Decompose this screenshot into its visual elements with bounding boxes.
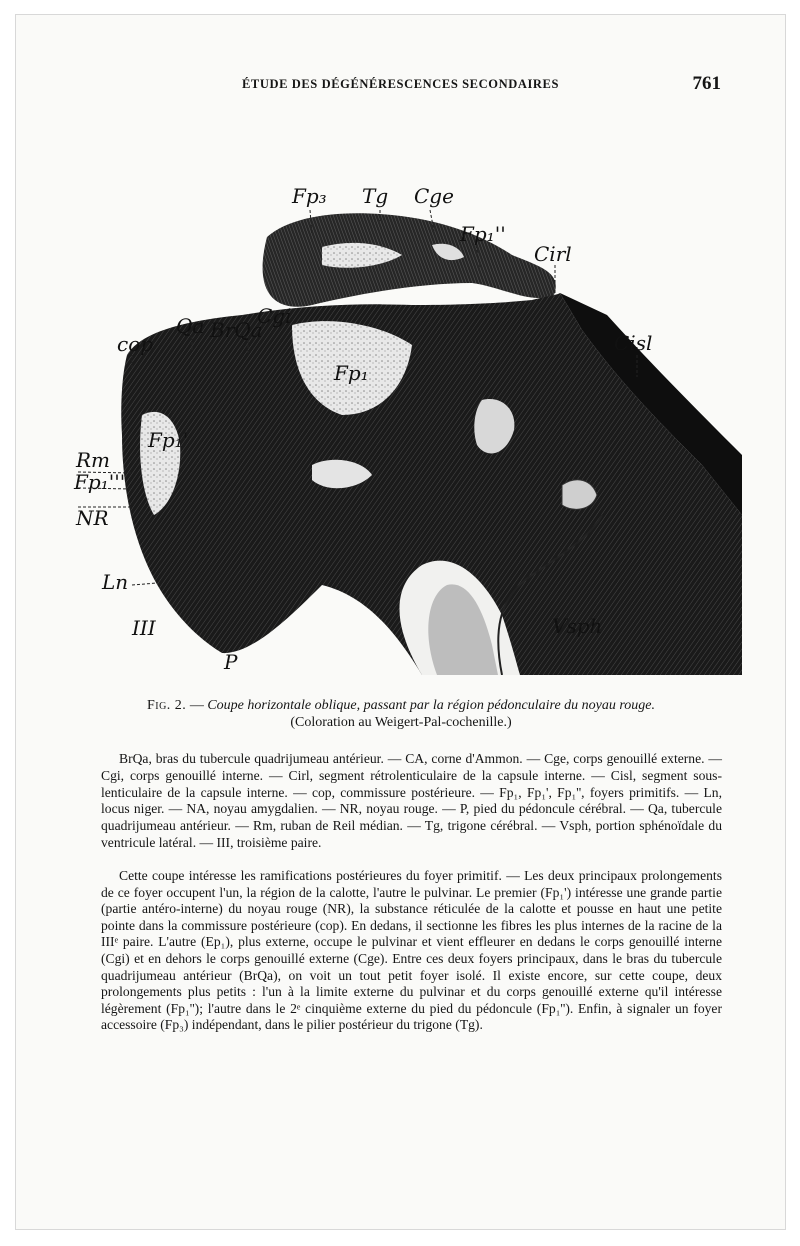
figure-caption	[76, 697, 726, 731]
label-vsph: Vsph	[552, 614, 603, 638]
label-fp1: Fp₁	[334, 361, 369, 385]
page-header	[16, 73, 785, 103]
upper-lobe	[263, 213, 556, 307]
label-fp1-prime: Fp₁'	[148, 428, 189, 452]
label-qa: Qa	[176, 314, 205, 338]
label-p: P	[224, 650, 238, 674]
legend-text: BrQa, bras du tubercule quadrijumeau antérieur. — CA, corne d'Ammon. — Cge, corps genouillé externe. — Cgi, corps genouillé interne. — Cirl, segment rétrolenticulaire de la capsule interne. — Cisl, segment sous-lenticulaire de la capsule interne. — cop, commissure postérieure. — Fp₁, Fp₁', Fp₁'', foyers primitifs. — Ln, locus niger. — NA, noyau amygdalien. — NR, noyau rouge. — P, pied du pédoncule cérébral. — Qa, tubercule quadrijumeau antérieur. — Rm, ruban de Reil médian. — Tg, trigone cérébral. — Vsph, portion sphénoïdale du ventricule latéral. — III, troisième paire.	[101, 751, 722, 850]
label-fp1-triple-prime: Fp₁'''	[74, 470, 126, 494]
label-cisl: Cisl	[614, 331, 653, 355]
caption-stain: (Coloration au Weigert-Pal-cochenille.)	[290, 715, 512, 730]
label-nr: NR	[76, 506, 109, 530]
book-page	[15, 14, 786, 1230]
label-tg: Tg	[362, 184, 389, 208]
label-cirl: Cirl	[534, 242, 572, 266]
label-brqa: BrQa	[210, 318, 263, 342]
label-iii: III	[132, 616, 156, 640]
figure-title: Coupe horizontale oblique, passant par la région pédonculaire du noyau rouge.	[207, 698, 656, 713]
brain-section-illustration	[62, 155, 742, 675]
running-title: ÉTUDE DES DÉGÉNÉRESCENCES SECONDAIRES	[241, 77, 560, 91]
label-ln: Ln	[102, 570, 129, 594]
label-fp3: Fp₃	[292, 184, 327, 208]
caption-dash: —	[186, 698, 208, 713]
body-text	[101, 868, 722, 1034]
body-paragraph: Cette coupe intéresse les ramifications postérieures du foyer primitif. — Les deux principaux prolongements de ce foyer occupent l'un, la région de la calotte, l'autre le pulvinar. Le premier (Fp₁') intéresse une grande partie (partie antéro-interne) du noyau rouge (NR), la substance réticulée de la calotte et pousse en haut une petite pointe dans la commissure postérieure (cop). En dedans, il sectionne les fibres les plus internes de la racine de la IIIᵉ paire. L'autre (Ep₁), plus externe, occupe le pulvinar et vient effleurer en dedans le corps genouillé interne (Cgi) et en dehors le corps genouillé externe (Cge). Entre ces deux foyers principaux, dans le bras du tubercule quadrijumeau antérieur (BrQa), on voit un tout petit foyer isolé. Il existe encore, sur cette coupe, deux prolongements plus petits : l'un à la limite externe du pulvinar et du corps genouillé externe qu'il intéresse légèrement (Fp₁''); l'autre dans le 2ᵉ cinquième externe du pied du pédoncule (Fp₁''). Enfin, à signaler un foyer accessoire (Fp₃) indépendant, dans le pilier postérieur du trigone (Tg).	[101, 868, 722, 1033]
figure-legend	[101, 751, 722, 852]
brain-section-figure	[62, 155, 742, 675]
page-number: 761	[692, 73, 721, 94]
label-cgi: Cgi	[257, 304, 292, 328]
label-cge: Cge	[414, 184, 454, 208]
label-rm: Rm	[76, 448, 111, 472]
label-cop: cop	[117, 332, 154, 356]
caption-line-1	[76, 697, 726, 714]
figure-number: Fig. 2.	[146, 698, 187, 713]
label-fp1-double-prime: Fp₁''	[460, 222, 506, 246]
